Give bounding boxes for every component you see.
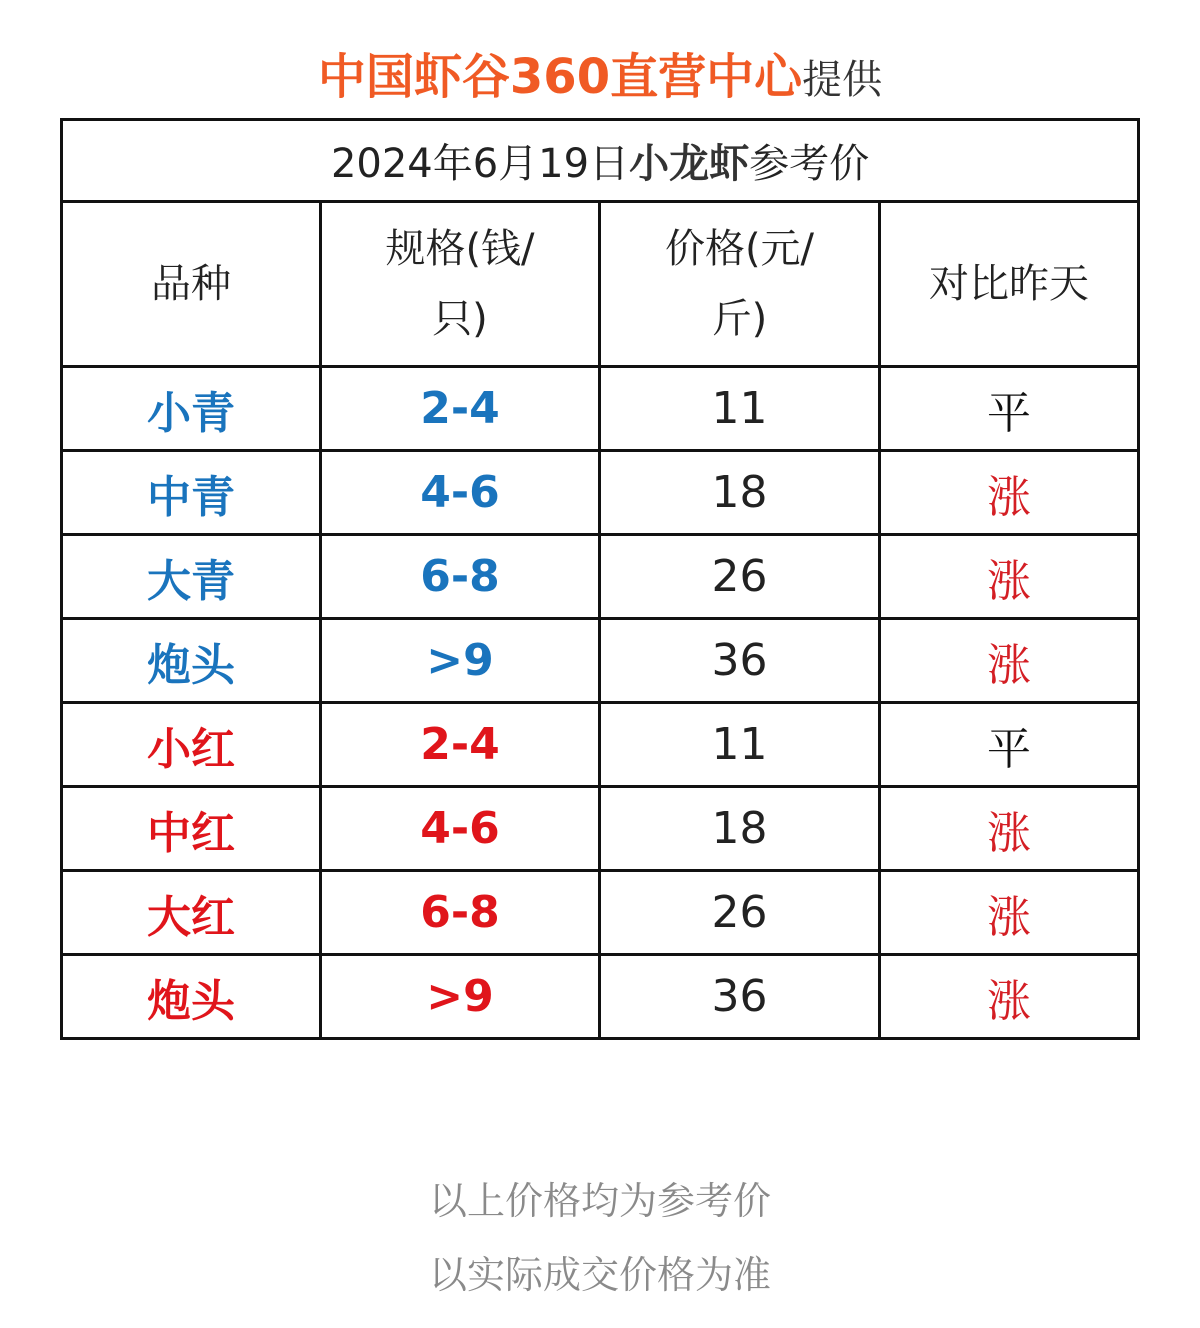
header-spec — [321, 202, 600, 367]
table-row — [62, 535, 1139, 619]
compare-cell: 涨 — [880, 955, 1139, 1039]
table-title-product: 小龙虾 — [629, 141, 750, 187]
table-title — [62, 120, 1139, 202]
table-title-row — [62, 120, 1139, 202]
table-row — [62, 871, 1139, 955]
price-table — [60, 118, 1140, 1040]
price-cell: 11 — [600, 703, 880, 787]
spec-cell: 6-8 — [321, 535, 600, 619]
price-cell: 26 — [600, 871, 880, 955]
price-cell: 11 — [600, 367, 880, 451]
spec-cell: 2-4 — [321, 367, 600, 451]
compare-cell: 涨 — [880, 871, 1139, 955]
header-compare: 对比昨天 — [880, 202, 1139, 367]
variety-cell: 炮头 — [62, 955, 321, 1039]
table-title-date: 2024年6月19日 — [330, 141, 630, 187]
compare-cell: 涨 — [880, 535, 1139, 619]
compare-cell: 涨 — [880, 619, 1139, 703]
compare-cell: 平 — [880, 703, 1139, 787]
compare-cell: 涨 — [880, 787, 1139, 871]
table-row — [62, 955, 1139, 1039]
price-cell: 26 — [600, 535, 880, 619]
header-variety: 品种 — [62, 202, 321, 367]
header-price-line1: 价格(元/ — [664, 226, 815, 272]
footer-note-line2: 以实际成交价格为准 — [428, 1253, 771, 1297]
spec-cell: 2-4 — [321, 703, 600, 787]
table-row — [62, 367, 1139, 451]
spec-cell: 4-6 — [321, 451, 600, 535]
table-row — [62, 703, 1139, 787]
header-price — [600, 202, 880, 367]
provided-by-label: 提供 — [802, 57, 883, 103]
variety-cell: 小青 — [62, 367, 321, 451]
header-spec-line2: 只) — [432, 296, 488, 342]
price-cell: 18 — [600, 451, 880, 535]
header-price-line2: 斤) — [711, 296, 768, 342]
page-header — [0, 38, 1200, 107]
variety-cell: 大青 — [62, 535, 321, 619]
table-header-row — [62, 202, 1139, 367]
spec-cell: 4-6 — [321, 787, 600, 871]
variety-cell: 大红 — [62, 871, 321, 955]
table-row — [62, 619, 1139, 703]
price-cell: 36 — [600, 955, 880, 1039]
variety-cell: 炮头 — [62, 619, 321, 703]
spec-cell: 6-8 — [321, 871, 600, 955]
price-cell: 18 — [600, 787, 880, 871]
variety-cell: 中青 — [62, 451, 321, 535]
compare-cell: 涨 — [880, 451, 1139, 535]
spec-cell: >9 — [321, 619, 600, 703]
table-row — [62, 787, 1139, 871]
compare-cell: 平 — [880, 367, 1139, 451]
variety-cell: 小红 — [62, 703, 321, 787]
variety-cell: 中红 — [62, 787, 321, 871]
table-title-suffix: 参考价 — [749, 141, 870, 187]
price-cell: 36 — [600, 619, 880, 703]
brand-name: 中国虾谷360直营中心 — [317, 49, 803, 105]
table-row — [62, 451, 1139, 535]
footer-note-line1: 以上价格均为参考价 — [428, 1179, 771, 1223]
header-spec-line1: 规格(钱/ — [385, 226, 535, 272]
spec-cell: >9 — [321, 955, 600, 1039]
